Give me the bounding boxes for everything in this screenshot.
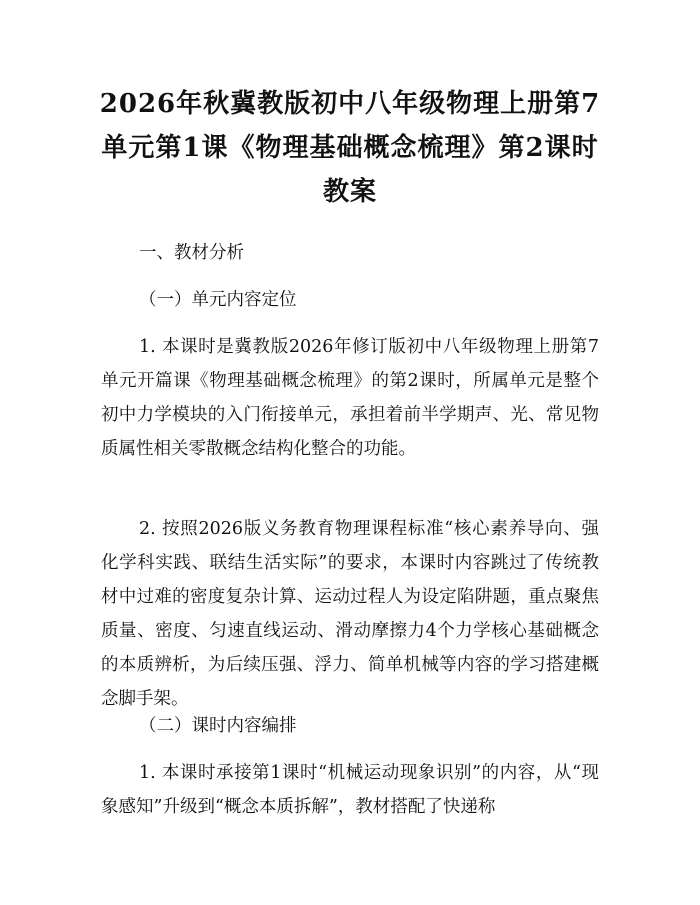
section-heading-textbook-analysis: 一、教材分析	[139, 243, 244, 263]
paragraph-1: 1. 本课时是冀教版2026年修订版初中八年级物理上册第7单元开篇课《物理基础概念梳理》的第2课时，所属单元是整个初中力学模块的入门衔接单元，承担着前半学期声、光、常见物质属性相关零散概念结构化整合的功能。	[101, 337, 599, 459]
paragraph-2: 2. 按照2026版义务教育物理课程标准“核心素养导向、强化学科实践、联结生活实际”的要求，本课时内容跳过了传统教材中过难的密度复杂计算、运动过程人为设定陷阱题，重点聚焦质量、密度、匀速直线运动、滑动摩擦力4个力学核心基础概念的本质辨析，为后续压强、浮力、简单机械等内容的学习搭建概念脚手架。	[101, 519, 599, 709]
paragraph-3: 1. 本课时承接第1课时“机械运动现象识别”的内容，从“现象感知”升级到“概念本质拆解”，教材搭配了快递称	[101, 763, 599, 817]
subsection-heading-lesson-arrangement: （二）课时内容编排	[139, 716, 297, 736]
document-title: 2026年秋冀教版初中八年级物理上册第7单元第1课《物理基础概念梳理》第2课时教案	[99, 89, 601, 207]
subsection-heading-unit-positioning: （一）单元内容定位	[139, 290, 297, 310]
